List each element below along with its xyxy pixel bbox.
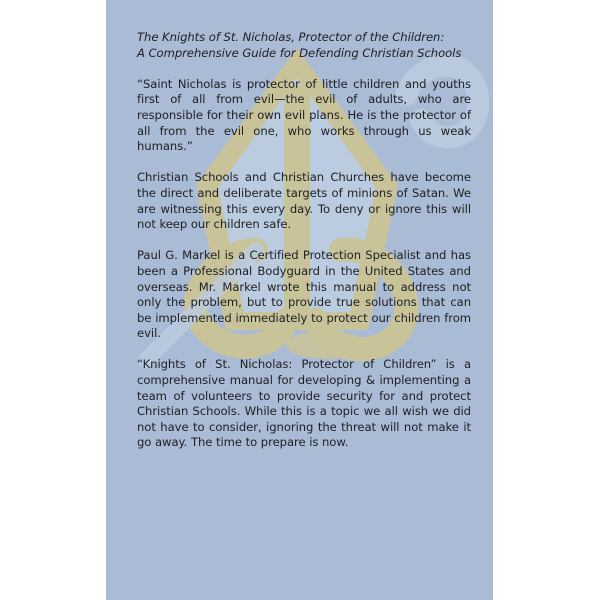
author-bio-paragraph: Paul G. Markel is a Certified Protection Specialist and has been a Professional Bodyguard in the United States and overseas. Mr. Markel wrote this manual to address not only the problem, but to provide true solutions that can be implemented immediately to protect our children from evil. [137,248,471,341]
book-description-paragraph: “Knights of St. Nicholas: Protector of Children” is a comprehensive manual for developing & implementing a team of volunteers to provide security for and protect Christian Schools. While this is a topic we all wish we did not have to consider, ignoring the threat will not make it go away. The time to prepare is now. [137,357,471,450]
cover-text [137,30,471,451]
book-subtitle-line: A Comprehensive Guide for Defending Christian Schools [137,45,462,60]
threat-paragraph: Christian Schools and Christian Churches have become the direct and deliberate targets of minions of Satan. We are witnessing this every day. To deny or ignore this will not keep our children safe. [137,170,471,232]
book-title-line-1: The Knights of St. Nicholas, Protector of the Children: [137,30,445,44]
quote-paragraph: “Saint Nicholas is protector of little children and youths first of all from evil—the evil of adults, who are responsible for their own evil plans. He is the protector of all from the evil one, who works through us weak humans.” [137,76,471,154]
book-back-cover [106,0,493,600]
